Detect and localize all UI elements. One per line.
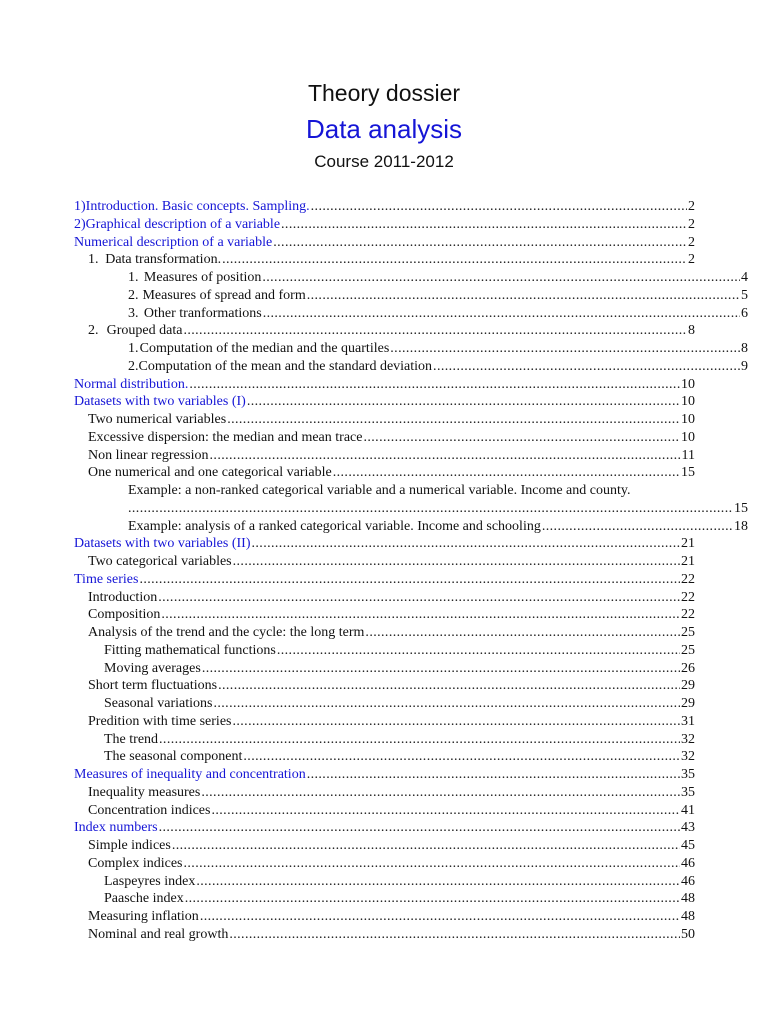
toc-page: 48 bbox=[681, 909, 695, 924]
toc-entry-the-trend[interactable] bbox=[74, 731, 695, 749]
toc-entry-measures-of-spread[interactable] bbox=[74, 287, 748, 305]
toc-label: Two categorical variables bbox=[88, 554, 232, 569]
toc-leader bbox=[273, 234, 687, 252]
toc-label: Numerical description of a variable bbox=[74, 234, 273, 250]
toc-label: Time series bbox=[74, 571, 139, 587]
toc-label: Composition bbox=[88, 607, 161, 623]
toc-page: 15 bbox=[734, 500, 748, 516]
toc-entry-trend-cycle[interactable] bbox=[74, 624, 695, 642]
toc-label: Index numbers bbox=[74, 820, 158, 836]
course-year: Course 2011-2012 bbox=[314, 152, 454, 171]
toc-leader bbox=[185, 890, 680, 908]
toc-number: 1. bbox=[88, 252, 99, 268]
toc-label: Non linear regression bbox=[88, 447, 209, 463]
toc-label: Example: analysis of a ranked categorical variable. Income and schooling bbox=[128, 518, 541, 534]
toc-page: 45 bbox=[681, 838, 695, 853]
toc-number: 2. bbox=[128, 287, 139, 303]
toc-entry-simple-indices[interactable] bbox=[74, 837, 695, 855]
toc-entry-two-variables-i[interactable] bbox=[74, 393, 695, 411]
toc-label: Paasche index bbox=[104, 891, 184, 907]
toc-entry-seasonal-component[interactable] bbox=[74, 748, 695, 766]
toc-leader bbox=[232, 713, 680, 731]
toc-entry-numerical-description[interactable] bbox=[74, 234, 695, 252]
toc-leader bbox=[196, 873, 680, 891]
toc-page: 11 bbox=[681, 447, 695, 463]
table-of-contents bbox=[74, 198, 748, 944]
toc-leader bbox=[184, 855, 681, 873]
toc-entry-example-non-ranked-continuation[interactable] bbox=[74, 500, 748, 518]
toc-label: Other tranformations bbox=[143, 305, 262, 321]
toc-leader bbox=[307, 287, 740, 305]
toc-label: Seasonal variations bbox=[104, 696, 213, 711]
toc-entry-composition[interactable] bbox=[74, 606, 695, 624]
toc-page: 8 bbox=[741, 341, 748, 356]
toc-label: Excessive dispersion: the median and mean trace bbox=[88, 429, 363, 445]
toc-leader bbox=[262, 269, 740, 287]
toc-entry-example-non-ranked[interactable] bbox=[74, 482, 695, 500]
toc-leader bbox=[183, 322, 687, 340]
toc-page: 5 bbox=[741, 287, 748, 303]
toc-entry-index-numbers[interactable] bbox=[74, 819, 695, 837]
toc-label: One numerical and one categorical variable bbox=[88, 465, 332, 481]
toc-label: Introduction bbox=[88, 589, 158, 605]
toc-leader bbox=[128, 500, 733, 518]
toc-entry-inequality-measures[interactable] bbox=[74, 784, 695, 802]
toc-leader bbox=[390, 340, 740, 358]
toc-number: 3. bbox=[128, 305, 139, 321]
toc-leader bbox=[158, 589, 680, 607]
toc-entry-normal-distribution[interactable] bbox=[74, 376, 695, 394]
toc-entry-seasonal-variations[interactable] bbox=[74, 695, 695, 713]
toc-label: Complex indices bbox=[88, 855, 183, 871]
toc-number: 1. bbox=[128, 270, 139, 285]
toc-entry-mean-standard-deviation[interactable] bbox=[74, 358, 748, 376]
toc-leader bbox=[542, 518, 733, 536]
toc-page: 9 bbox=[741, 358, 748, 374]
toc-page: 22 bbox=[681, 607, 695, 623]
toc-leader bbox=[222, 251, 687, 269]
toc-leader bbox=[159, 731, 680, 749]
document-subtitle: Data analysis bbox=[305, 114, 463, 144]
toc-page: 10 bbox=[681, 429, 695, 445]
toc-label: Fitting mathematical functions bbox=[104, 642, 276, 658]
toc-entry-measures-of-position[interactable] bbox=[74, 269, 748, 287]
toc-entry-inequality-concentration[interactable] bbox=[74, 766, 695, 784]
toc-leader bbox=[218, 677, 680, 695]
toc-entry-non-linear-regression[interactable] bbox=[74, 447, 695, 465]
toc-entry-fitting-functions[interactable] bbox=[74, 642, 695, 660]
toc-page: 4 bbox=[741, 270, 748, 285]
toc-label: Normal distribution. bbox=[74, 376, 189, 392]
toc-page: 26 bbox=[681, 660, 695, 676]
toc-label: Computation of the median and the quartiles bbox=[139, 341, 390, 356]
toc-leader bbox=[189, 376, 680, 394]
toc-leader bbox=[213, 695, 680, 713]
toc-entry-graphical-description[interactable] bbox=[74, 216, 695, 234]
toc-entry-two-categorical-variables[interactable] bbox=[74, 553, 695, 571]
toc-label: Analysis of the trend and the cycle: the long term bbox=[88, 625, 365, 640]
toc-entry-ts-introduction[interactable] bbox=[74, 589, 695, 607]
toc-label: Computation of the mean and the standard deviation bbox=[138, 358, 433, 374]
toc-page: 18 bbox=[734, 518, 748, 534]
toc-number: 1. bbox=[128, 341, 139, 356]
toc-label: Example: a non-ranked categorical variable and a numerical variable. Income and county. bbox=[128, 483, 631, 498]
toc-leader bbox=[201, 784, 680, 802]
toc-label: Introduction. Basic concepts. Sampling. bbox=[85, 199, 310, 214]
toc-number: 1) bbox=[74, 199, 86, 214]
toc-leader bbox=[243, 748, 680, 766]
toc-page: 50 bbox=[681, 926, 695, 942]
toc-entry-paasche-index[interactable] bbox=[74, 890, 695, 908]
toc-entry-short-term-fluctuations[interactable] bbox=[74, 677, 695, 695]
toc-label: Datasets with two variables (II) bbox=[74, 536, 251, 552]
toc-page: 25 bbox=[681, 625, 695, 640]
toc-page: 43 bbox=[681, 820, 695, 836]
toc-leader bbox=[247, 393, 680, 411]
toc-leader bbox=[161, 606, 680, 624]
toc-entry-median-quartiles[interactable] bbox=[74, 340, 748, 358]
toc-leader bbox=[211, 802, 680, 820]
toc-label: Concentration indices bbox=[88, 802, 211, 818]
toc-page: 10 bbox=[681, 376, 695, 392]
toc-page: 6 bbox=[741, 305, 748, 321]
toc-page: 10 bbox=[681, 412, 695, 427]
toc-page: 2 bbox=[688, 252, 695, 268]
toc-page: 2 bbox=[688, 199, 695, 214]
toc-label: Inequality measures bbox=[88, 784, 201, 800]
toc-leader bbox=[210, 447, 681, 465]
toc-entry-two-numerical-variables[interactable] bbox=[74, 411, 695, 429]
document-title: Theory dossier bbox=[307, 80, 461, 106]
toc-entry-complex-indices[interactable] bbox=[74, 855, 695, 873]
toc-number: 2. bbox=[128, 358, 139, 374]
toc-page: 2 bbox=[688, 234, 695, 250]
toc-leader bbox=[333, 464, 680, 482]
toc-entry-moving-averages[interactable] bbox=[74, 660, 695, 678]
toc-page: 41 bbox=[681, 802, 695, 818]
toc-page: 31 bbox=[681, 713, 695, 729]
toc-leader bbox=[433, 358, 740, 376]
toc-label: The trend bbox=[104, 731, 159, 747]
toc-entry-example-ranked[interactable] bbox=[74, 518, 748, 536]
toc-entry-introduction[interactable] bbox=[74, 198, 695, 216]
toc-label: Two numerical variables bbox=[88, 412, 227, 427]
toc-leader bbox=[311, 198, 687, 216]
toc-entry-measuring-inflation[interactable] bbox=[74, 908, 695, 926]
toc-page: 35 bbox=[681, 767, 695, 782]
toc-page: 29 bbox=[681, 696, 695, 711]
toc-entry-two-variables-ii[interactable] bbox=[74, 535, 695, 553]
toc-leader bbox=[365, 624, 680, 642]
toc-leader bbox=[252, 535, 681, 553]
toc-leader bbox=[229, 926, 680, 944]
toc-leader bbox=[139, 571, 680, 589]
toc-number: 2) bbox=[74, 216, 86, 232]
toc-leader bbox=[202, 660, 680, 678]
toc-entry-excessive-dispersion[interactable] bbox=[74, 429, 695, 447]
toc-leader bbox=[233, 553, 680, 571]
toc-page: 48 bbox=[681, 891, 695, 907]
toc-entry-concentration-indices[interactable] bbox=[74, 802, 695, 820]
toc-leader bbox=[363, 429, 680, 447]
toc-page: 29 bbox=[681, 678, 695, 694]
toc-page: 46 bbox=[681, 855, 695, 871]
toc-leader bbox=[307, 766, 680, 784]
toc-page: 21 bbox=[681, 536, 695, 552]
toc-label: Grouped data bbox=[106, 323, 183, 339]
toc-entry-numerical-categorical[interactable] bbox=[74, 464, 695, 482]
toc-label: Short term fluctuations bbox=[88, 678, 218, 694]
toc-label: Measuring inflation bbox=[88, 909, 199, 924]
toc-page: 32 bbox=[681, 731, 695, 747]
toc-leader bbox=[172, 837, 680, 855]
toc-entry-other-transformations[interactable] bbox=[74, 305, 748, 323]
toc-label: Laspeyres index bbox=[104, 873, 196, 889]
toc-leader bbox=[277, 642, 680, 660]
toc-page: 25 bbox=[681, 642, 695, 658]
toc-page: 2 bbox=[688, 216, 695, 232]
toc-label: Datasets with two variables (I) bbox=[74, 394, 246, 410]
toc-page: 10 bbox=[681, 394, 695, 410]
toc-label: The seasonal component bbox=[104, 749, 243, 765]
toc-page: 32 bbox=[681, 749, 695, 765]
toc-leader bbox=[159, 819, 680, 837]
toc-label: Moving averages bbox=[104, 660, 201, 676]
toc-label: Data transformation. bbox=[105, 252, 222, 268]
toc-entry-grouped-data[interactable] bbox=[74, 322, 695, 340]
toc-leader bbox=[263, 305, 740, 323]
toc-label: Graphical description of a variable bbox=[85, 216, 281, 232]
toc-label: Predition with time series bbox=[88, 713, 232, 729]
toc-entry-data-transformation[interactable] bbox=[74, 251, 695, 269]
toc-page: 8 bbox=[688, 323, 695, 339]
toc-page: 22 bbox=[681, 571, 695, 587]
toc-entry-prediction[interactable] bbox=[74, 713, 695, 731]
toc-label: Measures of inequality and concentration bbox=[74, 767, 306, 782]
toc-number: 2. bbox=[88, 323, 99, 339]
toc-page: 21 bbox=[681, 554, 695, 569]
toc-label: Simple indices bbox=[88, 838, 171, 853]
toc-page: 15 bbox=[681, 465, 695, 481]
toc-page: 35 bbox=[681, 784, 695, 800]
toc-label: Nominal and real growth bbox=[88, 926, 229, 942]
toc-leader bbox=[281, 216, 687, 234]
toc-leader bbox=[200, 908, 680, 926]
toc-leader bbox=[227, 411, 680, 429]
toc-entry-laspeyres-index[interactable] bbox=[74, 873, 695, 891]
toc-entry-nominal-real-growth[interactable] bbox=[74, 926, 695, 944]
toc-label: Measures of spread and form bbox=[142, 287, 306, 303]
toc-entry-time-series[interactable] bbox=[74, 571, 695, 589]
toc-page: 46 bbox=[681, 873, 695, 889]
toc-page: 22 bbox=[681, 589, 695, 605]
toc-label: Measures of position bbox=[143, 270, 262, 285]
